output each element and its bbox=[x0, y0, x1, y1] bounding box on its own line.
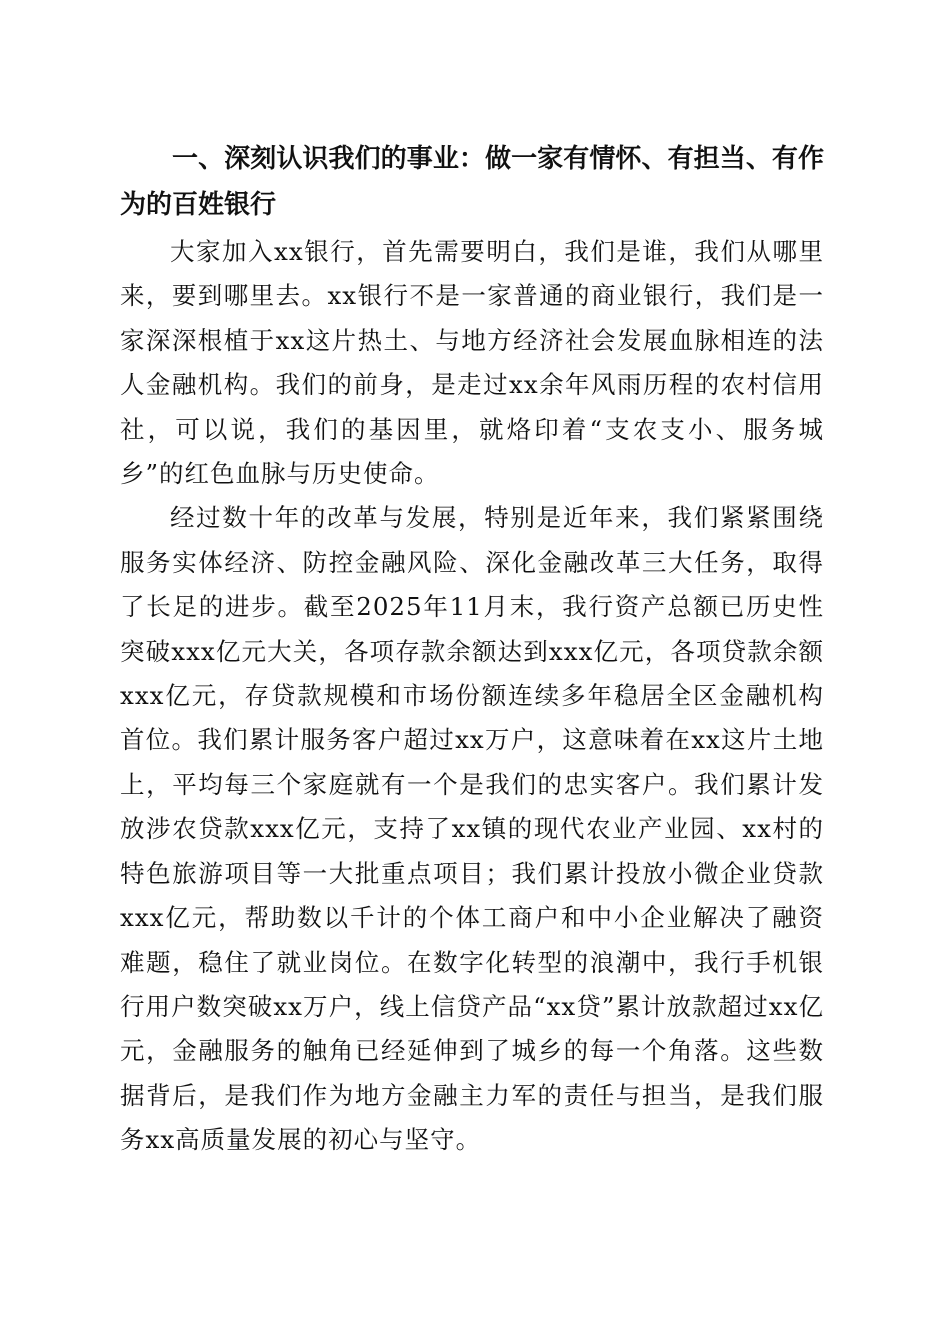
section-heading: 一、深刻认识我们的事业：做一家有情怀、有担当、有作为的百姓银行 bbox=[120, 144, 824, 220]
paragraph-intro: 大家加入xx银行，首先需要明白，我们是谁，我们从哪里来，要到哪里去。xx银行不是一家普通的商业银行，我们是一家深深根植于xx这片热土、与地方经济社会发展血脉相连的法人金融机构。我们的前身，是走过xx余年风雨历程的农村信用社，可以说，我们的基因里，就烙印着“支农支小、服务城乡”的红色血脉与历史使命。 bbox=[120, 237, 824, 489]
paragraph-achievements: 经过数十年的改革与发展，特别是近年来，我们紧紧围绕服务实体经济、防控金融风险、深化金融改革三大任务，取得了长足的进步。截至2025年11月末，我行资产总额已历史性突破xxx亿元大关，各项存款余额达到xxx亿元，各项贷款余额xxx亿元，存贷款规模和市场份额连续多年稳居全区金融机构首位。我们累计服务客户超过xx万户，这意味着在xx这片土地上，平均每三个家庭就有一个是我们的忠实客户。我们累计发放涉农贷款xxx亿元，支持了xx镇的现代农业产业园、xx村的特色旅游项目等一大批重点项目；我们累计投放小微企业贷款xxx亿元，帮助数以千计的个体工商户和中小企业解决了融资难题，稳住了就业岗位。在数字化转型的浪潮中，我行手机银行用户数突破xx万户，线上信贷产品“xx贷”累计放款超过xx亿元，金融服务的触角已经延伸到了城乡的每一个角落。这些数据背后，是我们作为地方金融主力军的责任与担当，是我们服务xx高质量发展的初心与坚守。 bbox=[120, 503, 824, 1155]
document-body bbox=[120, 136, 824, 1163]
